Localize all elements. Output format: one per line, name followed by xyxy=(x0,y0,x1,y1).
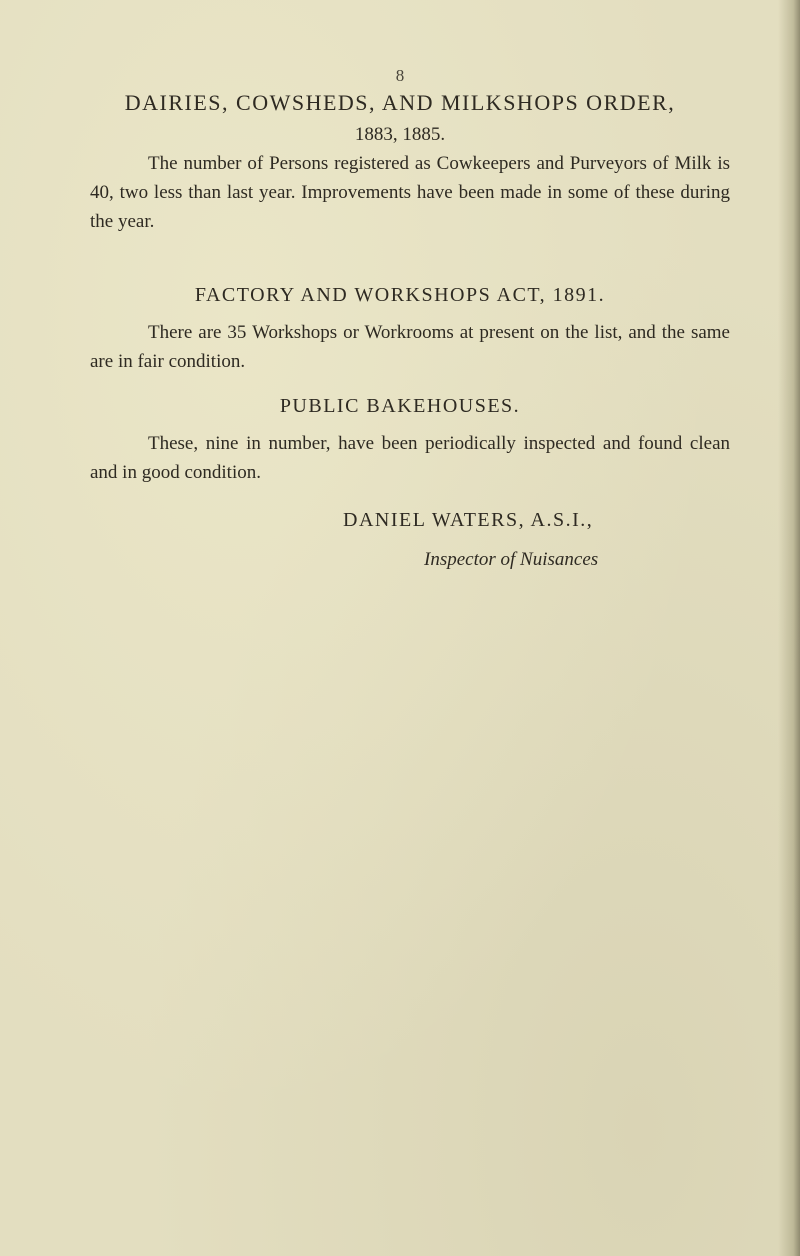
heading-dairies-date: 1883, 1885. xyxy=(354,124,446,145)
page-edge-shadow xyxy=(778,0,800,1256)
page-number: 8 xyxy=(395,66,405,85)
signature-title: Inspector of Nuisances xyxy=(424,549,599,570)
paragraph-dairies: The number of Persons registered as Cowkeepers and Purveyors of Milk is 40, two less than last year. Improvements have been made in some of these during the year. xyxy=(90,153,730,232)
heading-public-bakehouses: PUBLIC BAKEHOUSES. xyxy=(279,395,521,417)
heading-dairies: DAIRIES, COWSHEDS, AND MILKSHOPS ORDER, xyxy=(124,90,676,115)
heading-factory-workshops: FACTORY AND WORKSHOPS ACT, 1891. xyxy=(194,284,606,306)
paragraph-public-bakehouses: These, nine in number, have been periodically inspected and found clean and in good condition. xyxy=(90,433,730,483)
paragraph-factory-workshops: There are 35 Workshops or Workrooms at present on the list, and the same are in fair condition. xyxy=(90,322,730,372)
signature-name: DANIEL WATERS, A.S.I., xyxy=(343,509,594,531)
